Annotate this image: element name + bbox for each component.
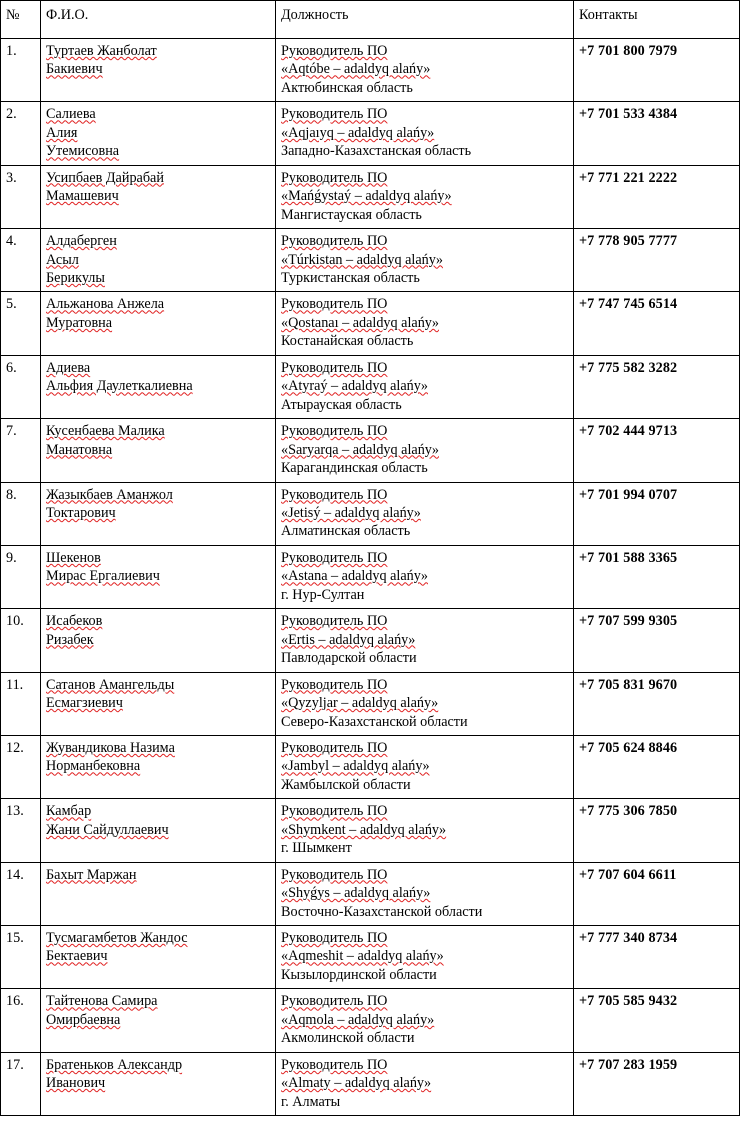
name-line: Жазыкбаев Аманжол <box>46 486 173 503</box>
position-line: Карагандинская область <box>281 460 428 477</box>
row-name <box>41 419 276 482</box>
row-contact <box>574 862 740 925</box>
name-line: Бахыт Маржан <box>46 866 137 883</box>
phone-number: +7 702 444 9713 <box>579 423 678 440</box>
position-line: Руководитель ПО <box>281 549 388 566</box>
position-line: г. Шымкент <box>281 840 352 857</box>
table-row <box>1 229 740 292</box>
position-line: Руководитель ПО <box>281 423 388 440</box>
position-line: Атырауская область <box>281 396 402 413</box>
name-line: Тайтенова Самира <box>46 993 158 1010</box>
table-row <box>1 419 740 482</box>
row-number: 11. <box>1 672 41 735</box>
position-line: «Aqtóbe – adaldyq alańy» <box>281 61 431 78</box>
row-name <box>41 482 276 545</box>
table-row <box>1 355 740 418</box>
position-line: Руководитель ПО <box>281 803 388 820</box>
position-line: Руководитель ПО <box>281 43 388 59</box>
name-line: Ризабек <box>46 631 94 648</box>
row-contact <box>574 545 740 608</box>
row-contact <box>574 609 740 672</box>
row-contact <box>574 229 740 292</box>
row-contact <box>574 39 740 102</box>
position-line: Туркистанская область <box>281 269 420 286</box>
name-line: Мамашевич <box>46 188 119 205</box>
row-position <box>276 482 574 545</box>
phone-number: +7 705 624 8846 <box>579 739 678 756</box>
phone-number: +7 701 994 0707 <box>579 486 678 503</box>
name-line: Братеньков Александр <box>46 1056 183 1073</box>
position-line: Руководитель ПО <box>281 106 388 123</box>
table-row <box>1 165 740 228</box>
position-line: Мангистауская область <box>281 206 422 223</box>
phone-number: +7 771 221 2222 <box>579 169 678 186</box>
name-line: Алия <box>46 124 78 141</box>
position-line: «Jambyl – adaldyq alańy» <box>281 758 430 775</box>
phone-number: +7 705 585 9432 <box>579 993 678 1010</box>
position-line: Алматинская область <box>281 523 411 540</box>
row-contact <box>574 1052 740 1115</box>
row-name <box>41 735 276 798</box>
row-name <box>41 799 276 862</box>
name-line: Исабеков <box>46 613 103 630</box>
row-contact <box>574 102 740 165</box>
row-position <box>276 1052 574 1115</box>
table-row <box>1 1052 740 1115</box>
row-contact <box>574 419 740 482</box>
name-line: Манатовна <box>46 441 113 458</box>
position-line: г. Алматы <box>281 1093 341 1110</box>
phone-number: +7 775 582 3282 <box>579 359 678 376</box>
position-line: Жамбылской области <box>281 776 411 793</box>
table-header <box>1 1 740 39</box>
row-number: 8. <box>1 482 41 545</box>
column-header-position: Должность <box>276 1 574 39</box>
phone-number: +7 778 905 7777 <box>579 233 678 250</box>
table-row <box>1 292 740 355</box>
name-line: Омирбаевна <box>46 1011 121 1028</box>
phone-number: +7 707 599 9305 <box>579 613 678 630</box>
name-line: Салиева <box>46 106 96 123</box>
row-position <box>276 926 574 989</box>
position-line: «Qostanaı – adaldyq alańy» <box>281 314 439 331</box>
row-number: 6. <box>1 355 41 418</box>
row-position <box>276 165 574 228</box>
row-number: 15. <box>1 926 41 989</box>
position-line: Северо-Казахстанской области <box>281 713 468 730</box>
position-line: Руководитель ПО <box>281 233 388 250</box>
name-line: Альфия Даулеткалиевна <box>46 378 193 395</box>
position-line: Актюбинская область <box>281 79 413 96</box>
row-position <box>276 39 574 102</box>
row-position <box>276 292 574 355</box>
phone-number: +7 775 306 7850 <box>579 803 678 820</box>
name-line: Мирас Ергалиевич <box>46 568 160 585</box>
row-name <box>41 926 276 989</box>
row-number: 12. <box>1 735 41 798</box>
row-number: 10. <box>1 609 41 672</box>
position-line: «Astana – adaldyq alańy» <box>281 568 428 585</box>
table-row <box>1 39 740 102</box>
row-position <box>276 545 574 608</box>
row-number: 7. <box>1 419 41 482</box>
name-line: Норманбековна <box>46 758 141 775</box>
row-name <box>41 545 276 608</box>
row-number: 13. <box>1 799 41 862</box>
row-number: 14. <box>1 862 41 925</box>
table-row <box>1 926 740 989</box>
name-line: Жувандикова Назима <box>46 739 175 756</box>
name-line: Берикулы <box>46 269 105 286</box>
table-row <box>1 862 740 925</box>
row-position <box>276 989 574 1052</box>
position-line: Руководитель ПО <box>281 1056 388 1073</box>
row-name <box>41 229 276 292</box>
row-name <box>41 1052 276 1115</box>
name-line: Камбар <box>46 803 92 820</box>
position-line: «Shymkent – adaldyq alańy» <box>281 821 447 838</box>
name-line: Муратовна <box>46 314 113 331</box>
name-line: Туртаев Жанболат <box>46 43 157 59</box>
row-contact <box>574 799 740 862</box>
position-line: Руководитель ПО <box>281 359 388 376</box>
table-row <box>1 545 740 608</box>
position-line: г. Нур-Султан <box>281 586 365 603</box>
name-line: Токтарович <box>46 504 116 521</box>
phone-number: +7 707 283 1959 <box>579 1056 678 1073</box>
column-header-contacts: Контакты <box>574 1 740 39</box>
position-line: Руководитель ПО <box>281 486 388 503</box>
name-line: Альжанова Анжела <box>46 296 165 313</box>
row-position <box>276 609 574 672</box>
column-header-name: Ф.И.О. <box>41 1 276 39</box>
row-name <box>41 102 276 165</box>
position-line: Руководитель ПО <box>281 296 388 313</box>
position-line: «Qyzyljar – adaldyq alańy» <box>281 695 439 712</box>
row-contact <box>574 672 740 735</box>
position-line: «Aqjaıyq – adaldyq alańy» <box>281 124 435 141</box>
name-line: Бектаевич <box>46 948 108 965</box>
row-position <box>276 735 574 798</box>
position-line: «Ertis – adaldyq alańy» <box>281 631 416 648</box>
name-line: Жани Сайдуллаевич <box>46 821 169 838</box>
row-contact <box>574 989 740 1052</box>
table-row <box>1 482 740 545</box>
name-line: Утемисовна <box>46 143 120 160</box>
table-row <box>1 609 740 672</box>
row-number: 17. <box>1 1052 41 1115</box>
position-line: Руководитель ПО <box>281 169 388 186</box>
phone-number: +7 705 831 9670 <box>579 676 678 693</box>
table-row <box>1 989 740 1052</box>
position-line: «Túrkistan – adaldyq alańy» <box>281 251 443 268</box>
row-name <box>41 672 276 735</box>
table-header-row <box>1 1 740 39</box>
position-line: Восточно-Казахстанской области <box>281 903 483 920</box>
position-line: «Almaty – adaldyq alańy» <box>281 1075 432 1092</box>
position-line: Руководитель ПО <box>281 676 388 693</box>
row-contact <box>574 355 740 418</box>
name-line: Усипбаев Дайрабай <box>46 169 164 186</box>
row-contact <box>574 735 740 798</box>
row-position <box>276 799 574 862</box>
phone-number: +7 701 800 7979 <box>579 43 678 59</box>
row-name <box>41 292 276 355</box>
table-row <box>1 672 740 735</box>
row-number: 1. <box>1 39 41 102</box>
name-line: Алдаберген <box>46 233 117 250</box>
table-row <box>1 102 740 165</box>
position-line: Руководитель ПО <box>281 993 388 1010</box>
name-line: Тусмагамбетов Жандос <box>46 930 188 947</box>
name-line: Кусенбаева Малика <box>46 423 165 440</box>
position-line: Руководитель ПО <box>281 930 388 947</box>
position-line: «Jetisý – adaldyq alańy» <box>281 504 421 521</box>
row-number: 2. <box>1 102 41 165</box>
name-line: Бакиевич <box>46 61 103 78</box>
row-position <box>276 229 574 292</box>
row-number: 16. <box>1 989 41 1052</box>
row-contact <box>574 165 740 228</box>
row-number: 4. <box>1 229 41 292</box>
position-line: «Aqmeshit – adaldyq alańy» <box>281 948 444 965</box>
position-line: «Mańǵystaý – adaldyq alańy» <box>281 188 452 205</box>
name-line: Асыл <box>46 251 79 268</box>
position-line: Костанайская область <box>281 333 414 350</box>
table-row <box>1 799 740 862</box>
name-line: Шекенов <box>46 549 101 566</box>
position-line: «Shyǵys – adaldyq alańy» <box>281 885 431 902</box>
row-contact <box>574 482 740 545</box>
row-name <box>41 862 276 925</box>
position-line: Западно-Казахстанская область <box>281 143 472 160</box>
row-name <box>41 165 276 228</box>
row-name <box>41 355 276 418</box>
row-position <box>276 672 574 735</box>
row-position <box>276 419 574 482</box>
row-name <box>41 609 276 672</box>
position-line: Руководитель ПО <box>281 866 388 883</box>
row-position <box>276 102 574 165</box>
name-line: Адиева <box>46 359 91 376</box>
position-line: Руководитель ПО <box>281 613 388 630</box>
row-contact <box>574 926 740 989</box>
position-line: Павлодарской области <box>281 650 417 667</box>
position-line: «Saryarqa – adaldyq alańy» <box>281 441 439 458</box>
phone-number: +7 707 604 6611 <box>579 866 677 883</box>
row-position <box>276 355 574 418</box>
phone-number: +7 701 533 4384 <box>579 106 678 123</box>
position-line: Акмолинской области <box>281 1030 415 1047</box>
row-number: 9. <box>1 545 41 608</box>
phone-number: +7 747 745 6514 <box>579 296 678 313</box>
table-body <box>1 39 740 1116</box>
row-contact <box>574 292 740 355</box>
row-name <box>41 39 276 102</box>
row-name <box>41 989 276 1052</box>
phone-number: +7 777 340 8734 <box>579 930 678 947</box>
position-line: Руководитель ПО <box>281 739 388 756</box>
position-line: Кызылординской области <box>281 966 437 983</box>
row-number: 3. <box>1 165 41 228</box>
row-position <box>276 862 574 925</box>
position-line: «Atyraý – adaldyq alańy» <box>281 378 428 395</box>
phone-number: +7 701 588 3365 <box>579 549 678 566</box>
table-row <box>1 735 740 798</box>
name-line: Иванович <box>46 1075 106 1092</box>
column-header-num: № <box>1 1 41 39</box>
name-line: Сатанов Амангельды <box>46 676 175 693</box>
row-number: 5. <box>1 292 41 355</box>
name-line: Есмагзиевич <box>46 695 123 712</box>
position-line: «Aqmola – adaldyq alańy» <box>281 1011 435 1028</box>
